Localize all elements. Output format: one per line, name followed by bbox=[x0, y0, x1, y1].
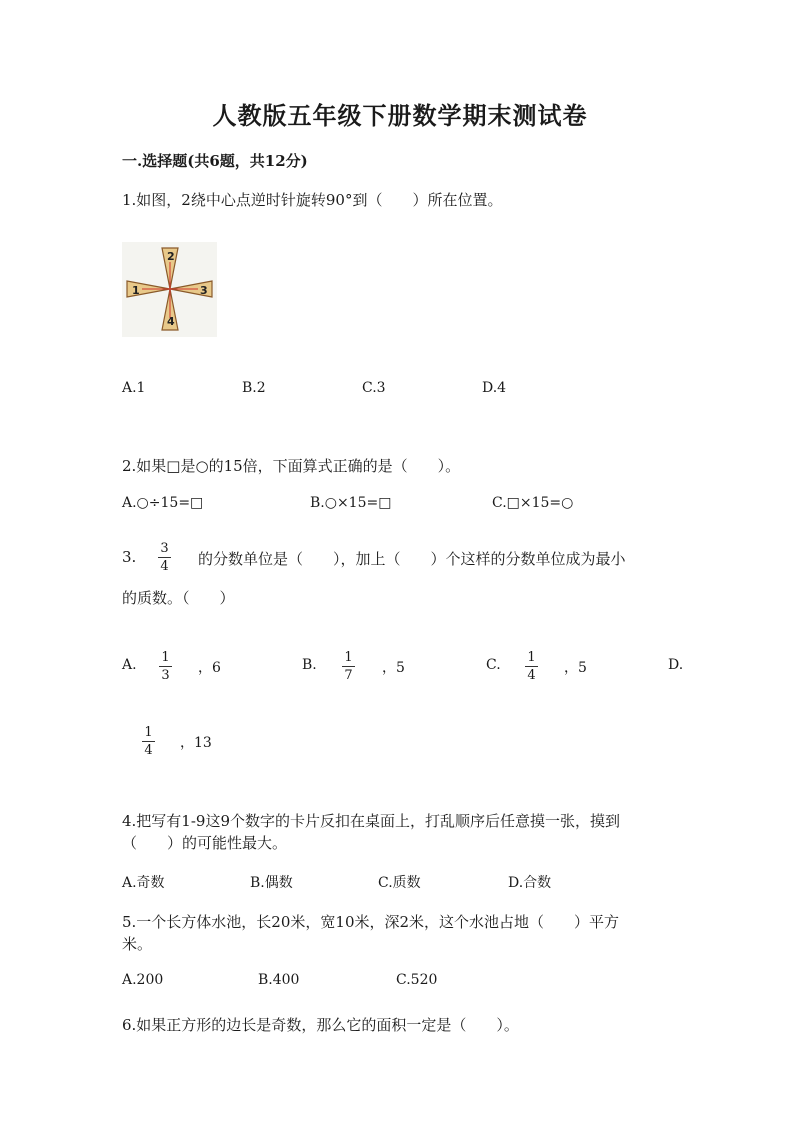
q1-option-d: D.4 bbox=[482, 380, 507, 396]
q3-option-d-suffix: ，13 bbox=[180, 735, 212, 751]
q3-option-a-numerator: 1 bbox=[161, 650, 170, 665]
q3-option-d-denominator: 4 bbox=[144, 743, 153, 758]
question-4-line2: （ ）的可能性最大。 bbox=[122, 834, 288, 852]
q3-option-b-label: B. bbox=[302, 657, 317, 673]
q3-option-a-suffix: ，6 bbox=[198, 660, 221, 676]
question-3-number: 3. bbox=[122, 548, 137, 566]
rotation-figure bbox=[122, 242, 217, 337]
figure-label-3: 3 bbox=[200, 284, 208, 297]
fraction-bar bbox=[342, 666, 355, 667]
question-5-line2: 米。 bbox=[122, 935, 153, 953]
q5-option-a: A.200 bbox=[122, 972, 164, 988]
q4-option-c: C.质数 bbox=[378, 875, 421, 891]
q3-fraction-numerator: 3 bbox=[160, 541, 169, 556]
figure-label-4: 4 bbox=[167, 315, 175, 328]
q3-option-d-numerator: 1 bbox=[144, 725, 153, 740]
q3-option-d-label: D. bbox=[668, 657, 684, 673]
q3-fraction bbox=[158, 541, 171, 574]
question-1-text: 1.如图，2绕中心点逆时针旋转90°到（ ）所在位置。 bbox=[122, 191, 503, 209]
fraction-bar bbox=[525, 666, 538, 667]
q3-option-c-numerator: 1 bbox=[527, 650, 536, 665]
q4-option-b: B.偶数 bbox=[250, 875, 293, 891]
question-3-line2: 的质数。（ ） bbox=[122, 589, 235, 607]
q5-option-b: B.400 bbox=[258, 972, 300, 988]
q3-option-d-fraction bbox=[142, 725, 155, 758]
q3-fraction-denominator: 4 bbox=[160, 559, 169, 574]
q3-option-a-label: A. bbox=[122, 657, 137, 673]
q2-option-a: A.○÷15=□ bbox=[122, 495, 204, 511]
q3-option-b-numerator: 1 bbox=[344, 650, 353, 665]
fraction-bar bbox=[142, 741, 155, 742]
q3-option-b-suffix: ，5 bbox=[382, 660, 405, 676]
q2-option-c: C.□×15=○ bbox=[492, 495, 574, 511]
figure-label-1: 1 bbox=[132, 284, 140, 297]
q3-option-a-denominator: 3 bbox=[161, 668, 170, 683]
q3-option-a-fraction bbox=[159, 650, 172, 683]
q3-option-c-suffix: ，5 bbox=[564, 660, 587, 676]
figure-label-2: 2 bbox=[167, 250, 175, 263]
question-6-text: 6.如果正方形的边长是奇数，那么它的面积一定是（ ）。 bbox=[122, 1016, 519, 1034]
q3-option-b-denominator: 7 bbox=[344, 668, 353, 683]
q3-option-c-label: C. bbox=[486, 657, 501, 673]
question-2-text: 2.如果□是○的15倍，下面算式正确的是（ ）。 bbox=[122, 457, 461, 475]
q4-option-d: D.合数 bbox=[508, 875, 552, 891]
section-heading: 一.选择题(共6题，共12分) bbox=[122, 152, 308, 170]
q1-option-a: A.1 bbox=[122, 380, 146, 396]
pinwheel-figure bbox=[122, 242, 217, 337]
q5-option-c: C.520 bbox=[396, 972, 438, 988]
q1-option-c: C.3 bbox=[362, 380, 386, 396]
q1-option-b: B.2 bbox=[242, 380, 266, 396]
fraction-bar bbox=[159, 666, 172, 667]
question-3-line1: 的分数单位是（ ），加上（ ）个这样的分数单位成为最小 bbox=[198, 550, 626, 568]
page-title: 人教版五年级下册数学期末测试卷 bbox=[212, 101, 588, 130]
question-4-line1: 4.把写有1-9这9个数字的卡片反扣在桌面上，打乱顺序后任意摸一张，摸到 bbox=[122, 812, 621, 830]
q2-option-b: B.○×15=□ bbox=[310, 495, 392, 511]
fraction-bar bbox=[158, 557, 171, 558]
question-5-line1: 5.一个长方体水池，长20米，宽10米，深2米，这个水池占地（ ）平方 bbox=[122, 913, 620, 931]
q3-option-c-fraction bbox=[525, 650, 538, 683]
q4-option-a: A.奇数 bbox=[122, 875, 165, 891]
q3-option-c-denominator: 4 bbox=[527, 668, 536, 683]
q3-option-b-fraction bbox=[342, 650, 355, 683]
